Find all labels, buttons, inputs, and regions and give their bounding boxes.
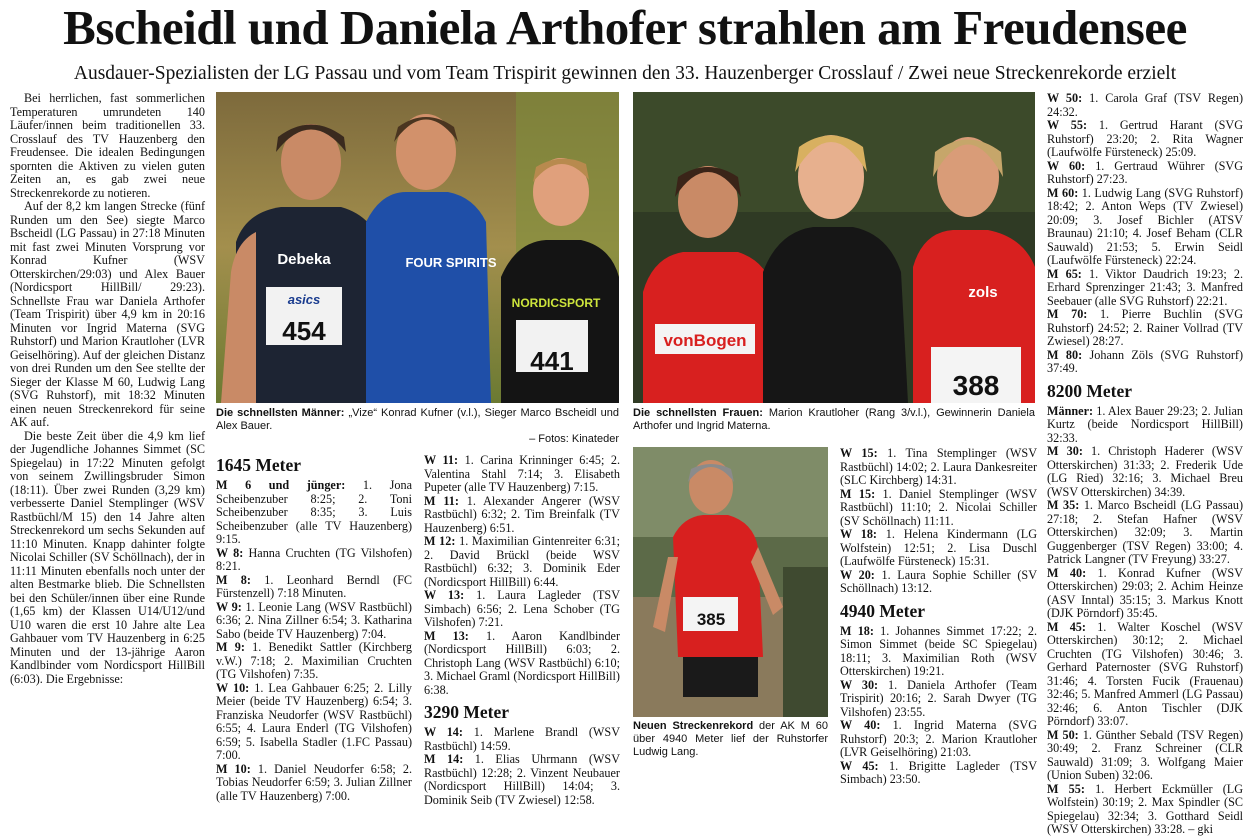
jersey-text: FOUR SPIRITS <box>405 255 497 270</box>
result-text: 1. Marco Bscheidl (LG Passau) 27:18; 2. Stefan Hafner (WSV Otterskirchen) 32:09; 3. Martin Guggenberger (TSV Regen) 33:00; 4. Patrick Langner (TV Freyung) 33:27. <box>1047 498 1244 566</box>
result-class: W 13: <box>424 588 465 602</box>
jersey-text: asics <box>287 292 321 307</box>
result-entry <box>1047 405 1243 446</box>
result-entry <box>840 719 1037 760</box>
result-entry <box>424 630 620 698</box>
result-text: 1. Tina Stemplinger (WSV Rastbüchl) 14:02; 2. Laura Dankesreiter (SLC Kirchberg) 14:31. <box>840 446 1038 487</box>
result-text: 1. Alex Bauer 29:23; 2. Julian Kurtz (beide Nordicsport HillBill) 32:33. <box>1047 403 1243 445</box>
result-class: M 15: <box>840 486 876 501</box>
result-class: M 55: <box>1047 781 1085 796</box>
result-class: W 15: <box>840 446 878 460</box>
subheadline: Ausdauer-Spezialisten der LG Passau und vom Team Trispirit gewinnen den 33. Hauzenberger Crosslauf / Zwei neue Streckenrekorde erzielt <box>73 63 1177 84</box>
result-entry <box>1047 567 1243 621</box>
jersey-text: vonBogen <box>663 331 747 350</box>
result-class: M 35: <box>1047 498 1080 512</box>
result-class: W 30: <box>840 677 879 692</box>
result-text: 1. Laura Sophie Schiller (SV Schöllnach) 13:12. <box>840 567 1037 595</box>
result-entry <box>1047 783 1243 837</box>
result-class: W 18: <box>840 527 877 541</box>
result-text: 1. Marlene Brandl (WSV Rastbüchl) 14:59. <box>424 725 621 753</box>
result-class: M 8: <box>216 572 251 587</box>
result-entry <box>840 488 1037 529</box>
caption-lead: Neuen Streckenrekord <box>633 720 754 732</box>
result-class: M 10: <box>216 761 251 776</box>
result-class: M 12: <box>424 534 456 548</box>
result-entry <box>1047 187 1243 268</box>
result-class: W 45: <box>840 758 879 773</box>
results-column-1645-b <box>424 454 620 807</box>
result-class: M 18: <box>840 623 874 638</box>
result-entry <box>1047 499 1243 567</box>
result-text: 1. Maximilian Gintenreiter 6:31; 2. David Brückl (beide WSV Rastbüchl) 6:32; 3. Dominik Eder (Nordicsport HillBill) 6:44. <box>424 534 621 589</box>
result-text: 1. Günther Sebald (TSV Regen) 30:49; 2. Franz Schreiner (CLR Sauwald) 31:09; 3. Wolfgang Maier (Union Suben) 32:06. <box>1047 727 1244 782</box>
result-entry <box>1047 729 1243 783</box>
result-text: 1. Brigitte Lagleder (TSV Simbach) 23:50. <box>840 758 1038 786</box>
photo-credit: – Fotos: Kinateder <box>529 433 619 445</box>
result-class: W 11: <box>424 453 459 467</box>
result-entry <box>424 726 620 753</box>
result-class: M 30: <box>1047 444 1083 458</box>
result-class: M 45: <box>1047 619 1086 634</box>
result-text: 1. Carola Graf (TSV Regen) 24:32. <box>1047 91 1244 119</box>
result-entry <box>216 547 412 574</box>
result-entry <box>1047 119 1243 160</box>
result-entry <box>840 625 1037 679</box>
result-class: W 40: <box>840 718 881 732</box>
jersey-text: zols <box>968 284 998 301</box>
result-text: 1. Daniel Neudorfer 6:58; 2. Tobias Neudorfer 6:59; 3. Julian Zillner (alle TV Hauzenberg) 7:00. <box>216 761 413 803</box>
result-text: Hanna Cruchten (TG Vilshofen) 8:21. <box>216 545 413 573</box>
result-entry <box>1047 160 1243 187</box>
result-text: 1. Leonie Lang (WSV Rastbüchl) 6:36; 2. Nina Zillner 6:54; 3. Katharina Sabo (beide TV Hauzenberg) 7:04. <box>216 599 412 641</box>
result-text: 1. Helena Kindermann (LG Wolfstein) 12:51; 2. Lisa Duschl (Laufwölfe Fürsteneck) 15:31. <box>840 527 1037 568</box>
result-text: 1. Walter Koschel (WSV Otterskirchen) 30:12; 2. Michael Cruchten (TG Vilshofen) 30:46; 3. Gerhard Paternoster (SVG Ruhstorf) 31:46; 4. Torsten Fucik (Frauenau) 32:46; 5. Manfred Ammerl (LG Passau) 32:46; 6. Anton Tischler (DJK Pörndorf) 33:07. <box>1047 619 1243 728</box>
result-class: M 40: <box>1047 565 1087 580</box>
result-entry <box>840 528 1037 569</box>
photo-record-runner <box>633 447 828 717</box>
result-entry <box>216 479 412 547</box>
result-text: 1. Pierre Buchlin (SVG Ruhstorf) 24:52; 2. Rainer Vollrad (TV Zwiesel) 28:27. <box>1047 307 1243 348</box>
result-entry <box>1047 349 1243 376</box>
result-entry <box>424 454 620 495</box>
results-column-right <box>1047 91 1244 836</box>
women-bib-number: 388 <box>952 370 1000 401</box>
caption-text: „Vize“ Konrad Kufner (v.l.), Sieger Marco Bscheidl und Alex Bauer. <box>216 407 619 432</box>
caption-text: Marion Krautloher (Rang 3/v.l.), Gewinnerin Daniela Arthofer und Ingrid Materna. <box>633 407 1035 432</box>
caption-lead: Die schnellsten Frauen: <box>633 407 763 419</box>
result-entry <box>840 569 1037 596</box>
result-entry <box>424 535 620 589</box>
result-class: W 20: <box>840 567 875 582</box>
result-text: 1. Daniela Arthofer (Team Trispirit) 20:16; 2. Sarah Dwyer (TG Vilshofen) 23:55. <box>840 677 1038 719</box>
intro-paragraph: Bei herrlichen, fast sommerlichen Temperaturen umrundeten 140 Läufer/innen beim traditionellen 33. Crosslauf des TV Hauzenberg den Freudensee. Die idealen Bedingungen spornten die Aktiven zu vielen guten Zeiten an, es gab zwei neue Streckenrekorde zu notieren. <box>10 91 205 200</box>
result-class: M 50: <box>1047 727 1079 742</box>
result-class: W 9: <box>216 599 242 614</box>
result-entry <box>216 682 412 763</box>
section-heading: 1645 Meter <box>216 455 302 475</box>
result-class: M 13: <box>424 628 469 643</box>
result-entry <box>424 753 620 807</box>
caption-men <box>216 407 619 446</box>
jersey-text: NORDICSPORT <box>511 296 601 310</box>
result-class: W 8: <box>216 545 244 560</box>
jersey-text: Debeka <box>277 251 331 268</box>
result-entry <box>424 589 620 630</box>
result-entry <box>1047 308 1243 349</box>
result-class: W 10: <box>216 680 250 695</box>
section-heading: 3290 Meter <box>424 702 510 722</box>
result-class: M 80: <box>1047 347 1083 362</box>
result-text: 1. Daniel Stemplinger (WSV Rastbüchl) 11:10; 2. Nicolai Schiller (SV Schöllnach) 11:11. <box>840 486 1038 528</box>
result-text: 1. Johannes Simmet 17:22; 2. Simon Simmet (beide SC Spiegelau) 18:11; 3. Maximilian Roth (WSV Otterskirchen) 19:21. <box>840 623 1037 678</box>
caption-lead: Die schnellsten Männer: <box>216 407 345 419</box>
result-text: 1. Christoph Haderer (WSV Otterskirchen) 31:33; 2. Frederik Ude (LG Ried) 32:16; 3. Michael Breu (WSV Otterskirchen) 34:39. <box>1047 444 1244 499</box>
results-column-1645-a <box>216 450 412 803</box>
result-text: 1. Gertraud Wührer (SVG Ruhstorf) 27:23. <box>1047 158 1244 186</box>
result-text: 1. Ludwig Lang (SVG Ruhstorf) 18:42; 2. Anton Weps (TV Zwiesel) 20:09; 3. Josef Bichler (ATSV Braunau) 21:10; 4. Josef Beham (CLR Sauwald) 21:53; 5. Erwin Seidl (Laufwölfe Fürsteneck) 22:24. <box>1047 185 1243 267</box>
result-text: Johann Zöls (SVG Ruhstorf) 37:49. <box>1047 347 1244 375</box>
result-entry <box>216 763 412 804</box>
result-class: W 55: <box>1047 118 1088 132</box>
result-text: 1. Alexander Angerer (WSV Rastbüchl) 6:32; 2. Tim Breinfalk (TV Hauzenberg) 6:51. <box>424 493 620 535</box>
result-entry <box>840 447 1037 488</box>
result-class: M 9: <box>216 640 245 654</box>
result-entry <box>840 760 1037 787</box>
caption-women <box>633 407 1035 433</box>
result-entry <box>1047 621 1243 729</box>
caption-text: der AK M 60 über 4940 Meter lief der Ruhstorfer Ludwig Lang. <box>633 720 828 758</box>
result-entry <box>1047 92 1243 119</box>
result-text: 1. Lea Gahbauer 6:25; 2. Lilly Meier (beide TV Hauzenberg) 6:54; 3. Franziska Neudorfer (WSV Rastbüchl) 6:55; 4. Laura Enderl (TG Vilshofen) 6:59; 5. Isabella Stadler (1.FC Passau) 7:00. <box>216 680 412 762</box>
result-text: 1. Leonhard Berndl (FC Fürstenzell) 7:18 Minuten. <box>216 572 413 600</box>
result-text: 1. Carina Krinninger 6:45; 2. Valentina Stahl 7:14; 3. Elisabeth Pupeter (alle TV Hauzenberg) 7:15. <box>424 453 621 494</box>
result-text: 1. Elias Uhrmann (WSV Rastbüchl) 12:28; 2. Vinzent Neubauer (Nordicsport HillBill) 14:04; 3. Dominik Seib (TV Zwiesel) 12:58. <box>424 752 621 807</box>
result-text: 1. Viktor Daudrich 19:23; 2. Erhard Sprenzinger 21:43; 3. Manfred Seebauer (alle SVG Ruhstorf) 22:21. <box>1047 266 1244 308</box>
result-text: 1. Ingrid Materna (SVG Ruhstorf) 20:3; 2. Marion Krautloher (LVR Geiselhöring) 21:03. <box>840 718 1038 759</box>
result-class: W 50: <box>1047 91 1083 105</box>
result-class: M 65: <box>1047 266 1082 281</box>
result-entry <box>1047 445 1243 499</box>
result-text: 1. Herbert Eckmüller (LG Wolfstein) 30:19; 2. Max Spindler (SC Spiegelau) 32:34; 3. Gotthard Seidl (WSV Otterskirchen) 33:28. – gki <box>1047 781 1244 836</box>
result-text: 1. Benedikt Sattler (Kirchberg v.W.) 7:18; 2. Maximilian Cruchten (TG Vilshofen) 7:35. <box>216 640 413 681</box>
result-entry <box>216 574 412 601</box>
result-class: M 14: <box>424 752 464 766</box>
result-entry <box>216 601 412 642</box>
intro-paragraph: Die beste Zeit über die 4,9 km lief der Jugendliche Johannes Simmet (SC Spiegelau) in 17:22 Minuten gefolgt von seinem Zwillingsbruder Simon (18:11). Über zwei Runden (3,29 km) verbesserte Daniel Stemplinger (WSV Rastbüchl/M 15) den 14 Jahre alten Streckenrekord um sechs Sekunden auf 11:10 Minuten. Knapp dahinter folgte Nicolai Schiller (SV Schöllnach), der in 11:11 Minuten ebenfalls noch unter der alten Bestmarke blieb. Die Schnellsten bei den Schüler/innen über eine Runde (1,65 km) der Klassen U14/U12/und U10 waren die erst 10 Jahre alte Lea Gahbauer vom TV Hauzenberg in 6:25 Minuten und der 13-jährige Aaron Kandlbinder vom Nordicsport HillBill (6:03). Die Ergebnisse: <box>10 428 205 686</box>
result-entry <box>1047 268 1243 309</box>
result-entry <box>424 495 620 536</box>
result-text: 1. Laura Lagleder (TSV Simbach) 6:56; 2. Lena Schober (TG Vilshofen) 7:21. <box>424 588 620 629</box>
result-class: W 14: <box>424 725 463 739</box>
results-column-4940 <box>840 447 1037 787</box>
runner-bib-number: 385 <box>696 610 726 629</box>
caption-record <box>633 720 828 759</box>
result-class: Männer: <box>1047 403 1094 418</box>
intro-column <box>10 92 205 762</box>
photo-fastest-women <box>633 92 1035 403</box>
result-text: 1. Jona Scheibenzuber 8:25; 2. Toni Scheibenzuber 8:35; 3. Luis Scheibenzuber (alle TV Hauzenberg) 9:15. <box>216 478 412 546</box>
section-heading: 8200 Meter <box>1047 380 1133 401</box>
men-bib-number: 454 <box>282 316 326 346</box>
intro-paragraph: Auf der 8,2 km langen Strecke (fünf Runden um den See) siegte Marco Bscheidl (LG Passau) in 27:18 Minuten mit fast zwei Minuten Vorsprung vor Konrad Kufner (WSV Otterskirchen/29:03) und Alex Bauer (Nordicsport HillBill/ 29:23). Schnellste Frau war Daniela Arthofer (Team Trispirit) über 4,9 km in 20:16 Minuten vor Ingrid Materna (SVG Ruhstorf) und Marion Krautloher (LVR Geiselhöring). Auf der gleichen Distanz von drei Runden um den See stellte der Sieger der Klasse M 60, Ludwig Lang (SVG Ruhstorf), mit 18:32 Minuten einen neuen Streckenrekord für seine AK auf. <box>10 199 205 429</box>
result-class: M 70: <box>1047 307 1088 321</box>
photo-fastest-men <box>216 92 619 403</box>
headline: Bscheidl und Daniela Arthofer strahlen am Freudensee <box>63 0 1187 55</box>
result-entry <box>216 641 412 682</box>
result-class: M 11: <box>424 493 459 508</box>
section-heading: 4940 Meter <box>840 600 926 621</box>
result-entry <box>840 679 1037 720</box>
result-text: 1. Aaron Kandlbinder (Nordicsport HillBill) 6:03; 2. Christoph Lang (WSV Rastbüchl) 6:10; 3. Michael Graml (Nordicsport HillBill) 6:38. <box>424 628 621 697</box>
result-text: 1. Konrad Kufner (WSV Otterskirchen) 29:03; 2. Achim Heinze (ASV Inntal) 35:15; 3. Markus Knott (DJK Pörndorf) 35:45. <box>1047 565 1244 620</box>
result-class: M 60: <box>1047 185 1079 200</box>
result-class: W 60: <box>1047 158 1086 173</box>
men-bib-number: 441 <box>530 346 574 376</box>
result-class: M 6 und jünger: <box>216 478 346 492</box>
result-text: 1. Gertrud Harant (SVG Ruhstorf) 23:20; 2. Rita Wagner (Laufwölfe Fürsteneck) 25:09. <box>1047 118 1243 159</box>
